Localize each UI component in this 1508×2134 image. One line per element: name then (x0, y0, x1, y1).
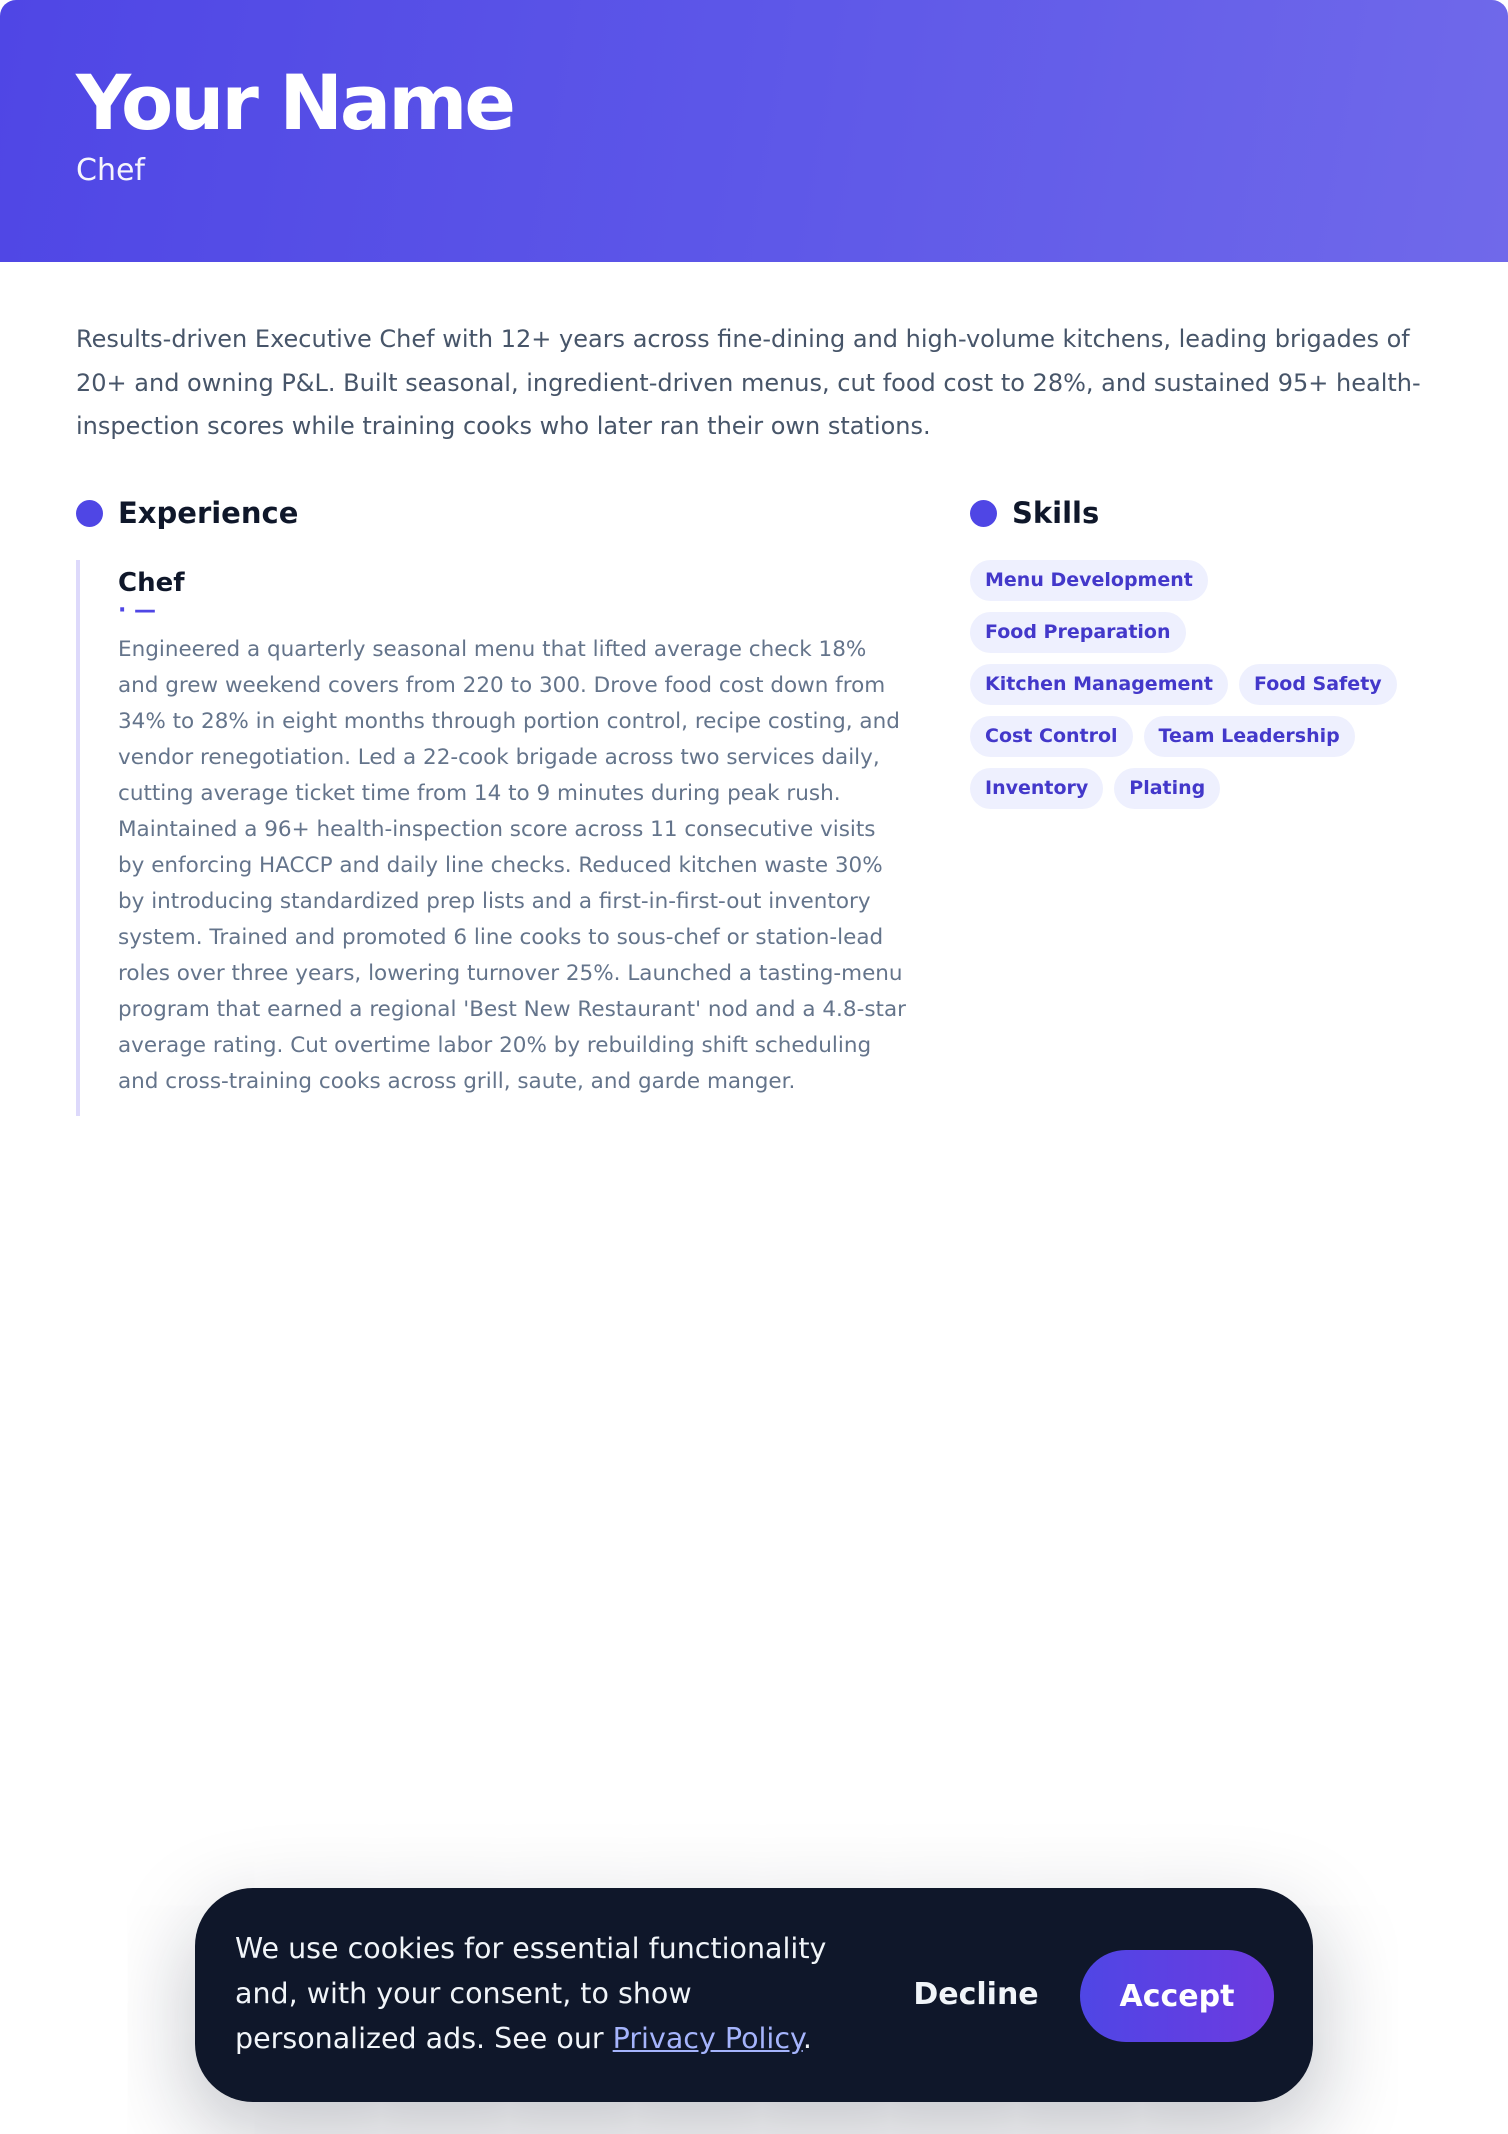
cookie-message-text: We use cookies for essential functionality and, with your consent, to show personalized ads. See our (235, 1932, 827, 2055)
skill-chip: Team Leadership (1144, 716, 1355, 757)
skill-chip: Food Safety (1239, 664, 1397, 705)
job-meta: · — (118, 598, 157, 623)
skills-list (970, 560, 1410, 809)
skill-chip: Menu Development (970, 560, 1208, 601)
professional-summary: Results-driven Executive Chef with 12+ years across fine-dining and high-volume kitchens, leading brigades of 20+ and owning P&L. Built seasonal, ingredient-driven menus, cut food cost to 28%, and sustained 95+ health-inspection scores while training cooks who later ran their own stations. (76, 325, 1421, 440)
skill-chip: Kitchen Management (970, 664, 1228, 705)
skill-chip: Plating (1114, 768, 1220, 809)
accept-button[interactable]: Accept (1080, 1950, 1274, 2042)
bullet-dot-icon (970, 500, 997, 527)
job-title: Chef (118, 568, 185, 598)
experience-heading-label: Experience (118, 496, 299, 530)
candidate-role: Chef (76, 153, 145, 188)
experience-heading (76, 496, 298, 530)
skills-heading (970, 496, 1099, 530)
cookie-message-end: . (802, 2022, 812, 2055)
candidate-name: Your Name (76, 58, 513, 147)
skill-chip: Cost Control (970, 716, 1133, 757)
privacy-policy-link[interactable]: Privacy Policy (612, 2022, 803, 2055)
experience-entry (76, 560, 906, 1116)
decline-button[interactable]: Decline (901, 1954, 1051, 2034)
skill-chip: Inventory (970, 768, 1103, 809)
cookie-message (235, 1926, 845, 2061)
skill-chip: Food Preparation (970, 612, 1186, 653)
resume-header (0, 0, 1508, 262)
skills-heading-label: Skills (1012, 496, 1100, 530)
bullet-dot-icon (76, 500, 103, 527)
job-description: Engineered a quarterly seasonal menu that lifted average check 18% and grew weekend covers from 220 to 300. Drove food cost down from 34% to 28% in eight months through portion control, recipe costing, and vendor renegotiation. Led a 22-cook brigade across two services daily, cutting average ticket time from 14 to 9 minutes during peak rush. Maintained a 96+ health-inspection score across 11 consecutive visits by enforcing HACCP and daily line checks. Reduced kitchen waste 30% by introducing standardized prep lists and a first-in-first-out inventory system. Trained and promoted 6 line cooks to sous-chef or station-lead roles over three years, lowering turnover 25%. Launched a tasting-menu program that earned a regional 'Best New Restaurant' nod and a 4.8-star average rating. Cut overtime labor 20% by rebuilding shift scheduling and cross-training cooks across grill, saute, and garde manger. (118, 637, 906, 1094)
cookie-banner (195, 1888, 1313, 2102)
